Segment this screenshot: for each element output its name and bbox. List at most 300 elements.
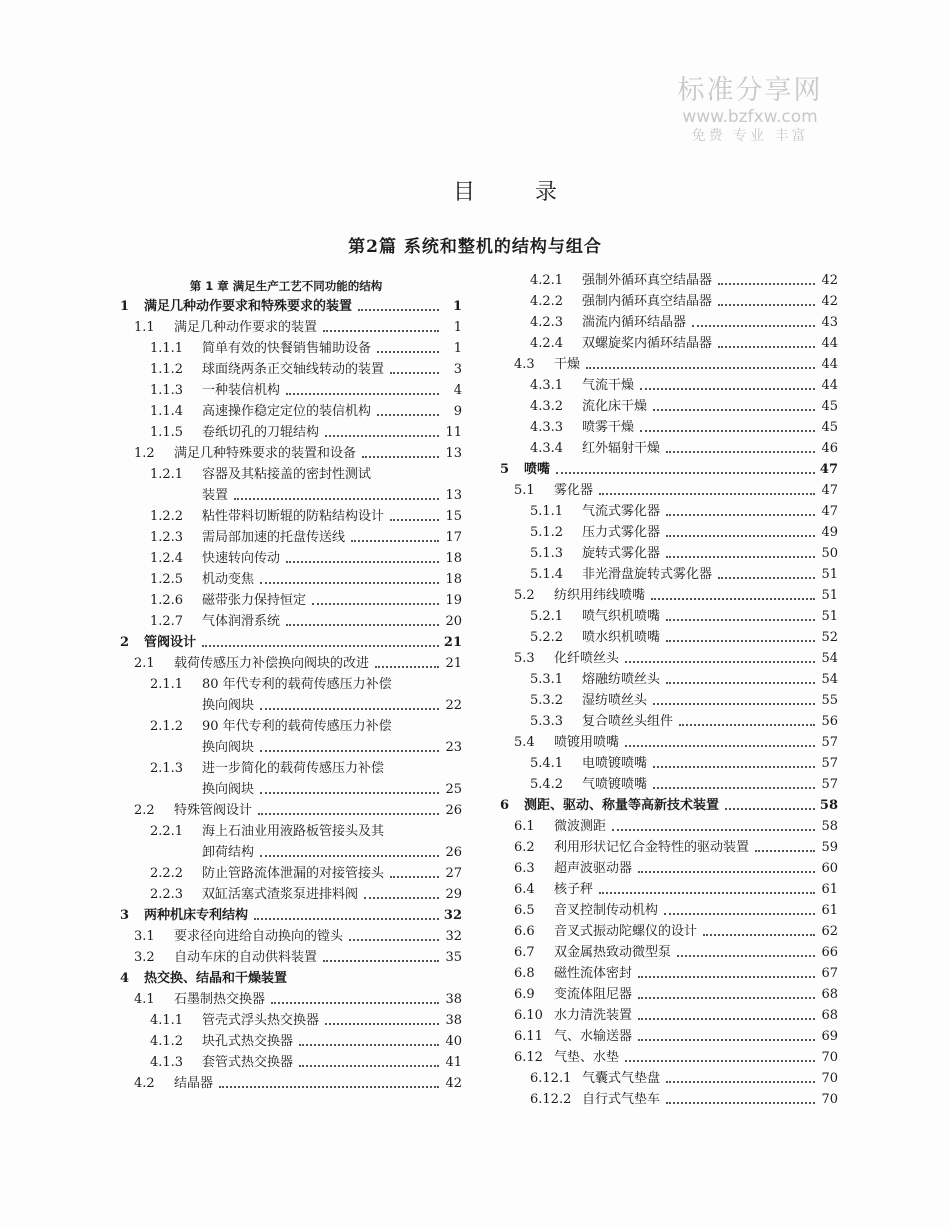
toc-entry-number: 6.11 (514, 1029, 543, 1044)
toc-dot-leader (586, 367, 815, 369)
toc-entry-continuation (110, 840, 462, 861)
toc-entry-number: 4.3 (514, 357, 535, 372)
toc-entry (490, 352, 838, 373)
toc-entry (490, 772, 838, 793)
toc-page-number: 26 (445, 845, 462, 860)
toc-entry-number: 3 (120, 908, 130, 923)
toc-dot-leader (703, 934, 815, 936)
toc-entry (110, 546, 462, 567)
toc-entry (110, 462, 462, 483)
toc-entry-title: 干燥 (554, 357, 581, 372)
toc-dot-leader (718, 577, 815, 579)
toc-page-number: 32 (445, 929, 462, 944)
toc-entry (110, 420, 462, 441)
toc-entry-number: 4.1.3 (150, 1055, 184, 1070)
toc-entry (110, 1029, 462, 1050)
toc-entry-title: 气囊式气垫盘 (582, 1071, 661, 1086)
toc-entry (490, 919, 838, 940)
toc-dot-leader (362, 456, 439, 458)
toc-page-number: 57 (821, 756, 838, 771)
toc-dot-leader (653, 766, 815, 768)
toc-entry-title: 管阀设计 (144, 635, 197, 650)
toc-entry-title: 变流体阻尼器 (554, 987, 633, 1002)
toc-page-number: 21 (445, 656, 462, 671)
toc-entry (490, 940, 838, 961)
toc-entry-title: 强制内循环真空结晶器 (582, 294, 713, 309)
toc-entry-title: 防止管路流体泄漏的对接管接头 (202, 866, 385, 881)
toc-entry-title: 磁性流体密封 (554, 966, 633, 981)
toc-entry-number: 2.1 (134, 656, 155, 671)
toc-dot-leader (219, 1086, 439, 1088)
toc-entry (110, 819, 462, 840)
toc-entry-title: 音叉式振动陀螺仪的设计 (554, 924, 698, 939)
watermark-slogan: 免费 专业 丰富 (691, 128, 809, 144)
toc-entry (490, 625, 838, 646)
toc-dot-leader (640, 388, 815, 390)
toc-page-number: 54 (821, 651, 838, 666)
toc-dot-leader (323, 960, 439, 962)
toc-page-number: 45 (821, 399, 838, 414)
toc-dot-leader (377, 351, 439, 353)
toc-page-number: 70 (821, 1050, 838, 1065)
toc-entry-number: 6.3 (514, 861, 535, 876)
toc-page-number: 57 (821, 777, 838, 792)
toc-dot-leader (254, 918, 439, 920)
toc-entry-title: 载荷传感压力补偿换向阀块的改进 (174, 656, 370, 671)
toc-entry-title: 机动变焦 (202, 572, 255, 587)
toc-entry-title: 进一步简化的载荷传感压力补偿 (202, 761, 385, 776)
toc-entry-number: 1.1.1 (150, 341, 184, 356)
toc-page-number: 1 (453, 341, 462, 356)
toc-entry-number: 6.7 (514, 945, 535, 960)
toc-entry (490, 436, 838, 457)
toc-page-number: 62 (821, 924, 838, 939)
toc-page-number: 68 (821, 1008, 838, 1023)
toc-entry-number: 4.3.3 (530, 420, 564, 435)
toc-entry (110, 903, 462, 924)
toc-entry (490, 499, 838, 520)
toc-dot-leader (260, 855, 439, 857)
toc-entry (110, 525, 462, 546)
toc-entry (490, 1087, 838, 1108)
toc-dot-leader (258, 813, 439, 815)
toc-entry-continuation (110, 777, 462, 798)
toc-entry (490, 688, 838, 709)
toc-entry-title: 微波测距 (554, 819, 607, 834)
toc-entry (490, 1045, 838, 1066)
toc-entry-number: 4.1.2 (150, 1034, 184, 1049)
toc-dot-leader (234, 498, 439, 500)
toc-dot-leader (351, 540, 439, 542)
toc-entry-title: 管壳式浮头热交换器 (202, 1013, 320, 1028)
toc-entry (490, 856, 838, 877)
toc-entry-number: 4 (120, 971, 130, 986)
toc-entry-continuation (110, 693, 462, 714)
toc-dot-leader (638, 1039, 815, 1041)
toc-entry-number: 6.4 (514, 882, 535, 897)
toc-entry-number: 1.2.2 (150, 509, 184, 524)
toc-entry-number: 6.5 (514, 903, 535, 918)
toc-page-number: 47 (821, 504, 838, 519)
toc-entry-number: 5.3.1 (530, 672, 564, 687)
toc-entry-number: 5.2.1 (530, 609, 564, 624)
toc-entry (110, 630, 462, 651)
toc-entry-number: 5.4 (514, 735, 535, 750)
toc-page-number: 38 (445, 1013, 462, 1028)
toc-dot-leader (260, 708, 439, 710)
watermark-url: www.bzfxw.com (682, 107, 818, 127)
toc-entry (110, 504, 462, 525)
toc-entry-number: 4.2 (134, 1076, 155, 1091)
toc-dot-leader (349, 939, 439, 941)
toc-entry (110, 378, 462, 399)
toc-dot-leader (299, 1044, 439, 1046)
toc-page-number: 35 (445, 950, 462, 965)
toc-dot-leader (325, 435, 439, 437)
toc-dot-leader (325, 1023, 439, 1025)
toc-entry-number: 6.10 (514, 1008, 543, 1023)
toc-entry-title: 海上石油业用液路板管接头及其 (202, 824, 385, 839)
toc-entry-title: 需局部加速的托盘传送线 (202, 530, 346, 545)
toc-entry-title: 一种装信机构 (202, 383, 281, 398)
toc-entry (490, 373, 838, 394)
toc-entry-number: 2.1.1 (150, 677, 184, 692)
watermark (660, 75, 840, 145)
toc-page-number: 42 (445, 1076, 462, 1091)
toc-page-number: 59 (821, 840, 838, 855)
toc-page-number: 21 (443, 635, 462, 650)
toc-entry-title: 核子秤 (554, 882, 594, 897)
toc-entry (110, 441, 462, 462)
toc-entry-title: 高速操作稳定定位的装信机构 (202, 404, 372, 419)
toc-page-number: 51 (821, 588, 838, 603)
watermark-title: 标准分享网 (677, 75, 823, 106)
toc-entry (110, 798, 462, 819)
toc-entry-title: 换向阀块 (202, 698, 255, 713)
toc-entry-title: 强制外循环真空结晶器 (582, 273, 713, 288)
toc-page-number: 15 (445, 509, 462, 524)
toc-entry-title: 换向阀块 (202, 740, 255, 755)
toc-dot-leader (651, 598, 815, 600)
toc-entry (490, 793, 838, 814)
toc-dot-leader (718, 283, 815, 285)
toc-dot-leader (653, 787, 815, 789)
toc-entry (110, 861, 462, 882)
toc-dot-leader (312, 603, 439, 605)
toc-page-number: 38 (445, 992, 462, 1007)
toc-page-number: 47 (819, 462, 838, 477)
toc-entry (490, 394, 838, 415)
toc-page-number: 9 (453, 404, 462, 419)
toc-entry (490, 1024, 838, 1045)
toc-entry-number: 3.1 (134, 929, 155, 944)
toc-entry-title: 双缸活塞式渣浆泵进排料阀 (202, 887, 359, 902)
toc-entry-title: 90 年代专利的载荷传感压力补偿 (202, 719, 392, 734)
toc-entry (110, 1008, 462, 1029)
toc-entry-number: 6.1 (514, 819, 535, 834)
toc-page-number: 26 (445, 803, 462, 818)
toc-entry-title: 雾化器 (554, 483, 594, 498)
toc-entry-number: 6 (500, 798, 510, 813)
toc-page-number: 54 (821, 672, 838, 687)
toc-dot-leader (364, 897, 439, 899)
toc-entry (110, 672, 462, 693)
toc-entry-number: 1.1.4 (150, 404, 184, 419)
toc-page-number: 20 (445, 614, 462, 629)
toc-entry-number: 4.3.1 (530, 378, 564, 393)
toc-page-number: 61 (821, 882, 838, 897)
toc-page-number: 58 (819, 798, 838, 813)
toc-page-number: 4 (453, 383, 462, 398)
toc-entry (490, 268, 838, 289)
toc-entry-title: 旋转式雾化器 (582, 546, 661, 561)
toc-entry-number: 6.12.2 (530, 1092, 572, 1107)
toc-entry-title: 自行式气垫车 (582, 1092, 661, 1107)
toc-entry-title: 自动车床的自动供料装置 (174, 950, 318, 965)
toc-entry-number: 5.4.2 (530, 777, 564, 792)
toc-entry-number: 1.1.2 (150, 362, 184, 377)
toc-entry-title: 超声波驱动器 (554, 861, 633, 876)
toc-dot-leader (638, 997, 815, 999)
toc-dot-leader (638, 871, 815, 873)
toc-entry-title: 水力清洗装置 (554, 1008, 633, 1023)
toc-entry (490, 310, 838, 331)
toc-entry-number: 1.1 (134, 320, 155, 335)
toc-entry-number: 1.2.3 (150, 530, 184, 545)
toc-entry (110, 609, 462, 630)
toc-entry (110, 567, 462, 588)
toc-dot-leader (286, 561, 439, 563)
toc-entry-title: 熔融纺喷丝头 (582, 672, 661, 687)
toc-entry-number: 1.2.7 (150, 614, 184, 629)
toc-page-number: 3 (453, 362, 462, 377)
toc-entry-title: 磁带张力保持恒定 (202, 593, 307, 608)
toc-page-number: 25 (445, 782, 462, 797)
toc-dot-leader (664, 913, 815, 915)
toc-entry (490, 289, 838, 310)
toc-entry-title: 快速转向传动 (202, 551, 281, 566)
toc-page-number: 23 (445, 740, 462, 755)
toc-dot-leader (679, 724, 815, 726)
toc-entry (490, 835, 838, 856)
toc-entry-title: 结晶器 (174, 1076, 214, 1091)
toc-entry-title: 装置 (202, 488, 229, 503)
toc-entry (490, 961, 838, 982)
toc-dot-leader (666, 682, 815, 684)
toc-entry-title: 喷气织机喷嘴 (582, 609, 661, 624)
toc-entry-number: 4.2.4 (530, 336, 564, 351)
toc-entry-title: 两种机床专利结构 (144, 908, 249, 923)
toc-dot-leader (625, 745, 815, 747)
toc-entry-title: 气、水输送器 (554, 1029, 633, 1044)
toc-page-number: 18 (445, 572, 462, 587)
toc-entry (490, 877, 838, 898)
toc-entry-title: 湍流内循环结晶器 (582, 315, 687, 330)
toc-entry-title: 喷水织机喷嘴 (582, 630, 661, 645)
toc-dot-leader (612, 829, 815, 831)
toc-entry-number: 6.9 (514, 987, 535, 1002)
toc-page-number: 42 (821, 294, 838, 309)
toc-entry (490, 646, 838, 667)
toc-entry (490, 751, 838, 772)
toc-entry (110, 294, 462, 315)
toc-entry (110, 588, 462, 609)
toc-dot-leader (666, 1081, 815, 1083)
toc-dot-leader (666, 451, 815, 453)
toc-dot-leader (390, 519, 439, 521)
toc-dot-leader (718, 346, 815, 348)
toc-entry (110, 399, 462, 420)
toc-entry-continuation (110, 483, 462, 504)
toc-entry-number: 1 (120, 299, 130, 314)
toc-entry-title: 卸荷结构 (202, 845, 255, 860)
toc-entry-number: 2.2.1 (150, 824, 184, 839)
toc-page-number: 44 (821, 357, 838, 372)
toc-entry (110, 1071, 462, 1092)
toc-page-number: 56 (821, 714, 838, 729)
toc-page-number: 27 (445, 866, 462, 881)
toc-entry-number: 4.3.2 (530, 399, 564, 414)
toc-entry-number: 2.2 (134, 803, 155, 818)
toc-entry (490, 541, 838, 562)
toc-entry (110, 315, 462, 336)
toc-entry-title: 球面绕两条正交轴线转动的装置 (202, 362, 385, 377)
toc-entry-number: 6.6 (514, 924, 535, 939)
toc-entry-title: 满足几种动作要求的装置 (174, 320, 318, 335)
toc-entry-number: 5.2.2 (530, 630, 564, 645)
toc-dot-leader (666, 514, 815, 516)
toc-page-number: 70 (821, 1092, 838, 1107)
toc-entry-title: 石墨制热交换器 (174, 992, 266, 1007)
toc-entry-number: 6.8 (514, 966, 535, 981)
toc-entry-number: 6.2 (514, 840, 535, 855)
toc-entry-title: 块孔式热交换器 (202, 1034, 294, 1049)
toc-entry-number: 1.2.1 (150, 467, 184, 482)
toc-page-number: 1 (453, 320, 462, 335)
toc-page-number: 18 (445, 551, 462, 566)
toc-entry (110, 651, 462, 672)
toc-entry-title: 湿纺喷丝头 (582, 693, 648, 708)
toc-page-number: 49 (821, 525, 838, 540)
toc-entry-title: 双金属热致动微型泵 (554, 945, 672, 960)
toc-entry-title: 气垫、水垫 (554, 1050, 620, 1065)
toc-entry-title: 复合喷丝头组件 (582, 714, 674, 729)
toc-page-number: 68 (821, 987, 838, 1002)
toc-page-number: 42 (821, 273, 838, 288)
toc-entry (490, 898, 838, 919)
toc-dot-leader (260, 582, 439, 584)
toc-entry-title: 满足几种动作要求和特殊要求的装置 (144, 299, 353, 314)
toc-entry (490, 520, 838, 541)
toc-entry (490, 415, 838, 436)
toc-dot-leader (638, 1018, 815, 1020)
toc-dot-leader (323, 330, 439, 332)
toc-entry-number: 5.1.4 (530, 567, 564, 582)
toc-entry-title: 80 年代专利的载荷传感压力补偿 (202, 677, 392, 692)
toc-dot-leader (377, 414, 439, 416)
toc-entry (490, 1066, 838, 1087)
toc-dot-leader (653, 703, 815, 705)
toc-entry-number: 1.1.3 (150, 383, 184, 398)
toc-entry-title: 喷嘴 (524, 462, 551, 477)
toc-entry (490, 1003, 838, 1024)
toc-entry-number: 1.1.5 (150, 425, 184, 440)
toc-dot-leader (692, 325, 815, 327)
toc-dot-leader (260, 750, 439, 752)
toc-entry-number: 2.1.3 (150, 761, 184, 776)
toc-entry-number: 4.3.4 (530, 441, 564, 456)
toc-entry-title: 流化床干燥 (582, 399, 648, 414)
toc-chapter-heading: 第 1 章 满足生产工艺不同功能的结构 (189, 279, 383, 293)
toc-page-number: 69 (821, 1029, 838, 1044)
toc-dot-leader (271, 1002, 439, 1004)
toc-dot-leader (638, 976, 815, 978)
toc-entry-title: 粘性带料切断辊的防粘结构设计 (202, 509, 385, 524)
toc-entry-number: 1.2.4 (150, 551, 184, 566)
toc-entry-number: 4.1 (134, 992, 155, 1007)
toc-entry-title: 非光滑盘旋转式雾化器 (582, 567, 713, 582)
toc-entry-title: 卷纸切孔的刀辊结构 (202, 425, 320, 440)
toc-page-number: 66 (821, 945, 838, 960)
toc-entry (110, 945, 462, 966)
toc-entry-number: 6.12 (514, 1050, 543, 1065)
toc-dot-leader (666, 556, 815, 558)
toc-page-number: 45 (821, 420, 838, 435)
toc-entry (110, 714, 462, 735)
toc-page-number: 29 (445, 887, 462, 902)
toc-dot-leader (390, 876, 439, 878)
toc-entry (110, 357, 462, 378)
toc-dot-leader (653, 409, 815, 411)
toc-entry-title: 特殊管阀设计 (174, 803, 253, 818)
toc-entry-title: 容器及其粘接盖的密封性测试 (202, 467, 372, 482)
toc-page-number: 67 (821, 966, 838, 981)
toc-entry (110, 966, 462, 987)
toc-page-number: 50 (821, 546, 838, 561)
toc-entry-number: 5.1 (514, 483, 535, 498)
toc-dot-leader (677, 955, 815, 957)
toc-page-number: 47 (821, 483, 838, 498)
toc-dot-leader (599, 493, 815, 495)
toc-page-number: 11 (445, 425, 462, 440)
toc-page-number: 13 (445, 488, 462, 503)
toc-entry (490, 604, 838, 625)
toc-left-column (110, 268, 462, 1092)
toc-entry-number: 2.1.2 (150, 719, 184, 734)
toc-entry-number: 1.2 (134, 446, 155, 461)
toc-dot-leader (640, 430, 815, 432)
toc-entry-number: 5.1.3 (530, 546, 564, 561)
toc-entry (490, 583, 838, 604)
toc-dot-leader (299, 1065, 439, 1067)
toc-dot-leader (666, 640, 815, 642)
toc-entry-title: 喷镀用喷嘴 (554, 735, 620, 750)
toc-page-number: 51 (821, 567, 838, 582)
toc-entry (490, 814, 838, 835)
toc-entry-title: 要求径向进给自动换向的镗头 (174, 929, 344, 944)
toc-dot-leader (390, 372, 439, 374)
toc-dot-leader (375, 666, 439, 668)
toc-entry (110, 756, 462, 777)
toc-page-number: 22 (445, 698, 462, 713)
toc-entry (490, 667, 838, 688)
toc-entry (490, 457, 838, 478)
toc-entry-number: 5.3.3 (530, 714, 564, 729)
toc-entry-number: 2.2.2 (150, 866, 184, 881)
toc-entry (110, 882, 462, 903)
toc-entry-number: 1.2.5 (150, 572, 184, 587)
toc-entry-title: 套管式热交换器 (202, 1055, 294, 1070)
